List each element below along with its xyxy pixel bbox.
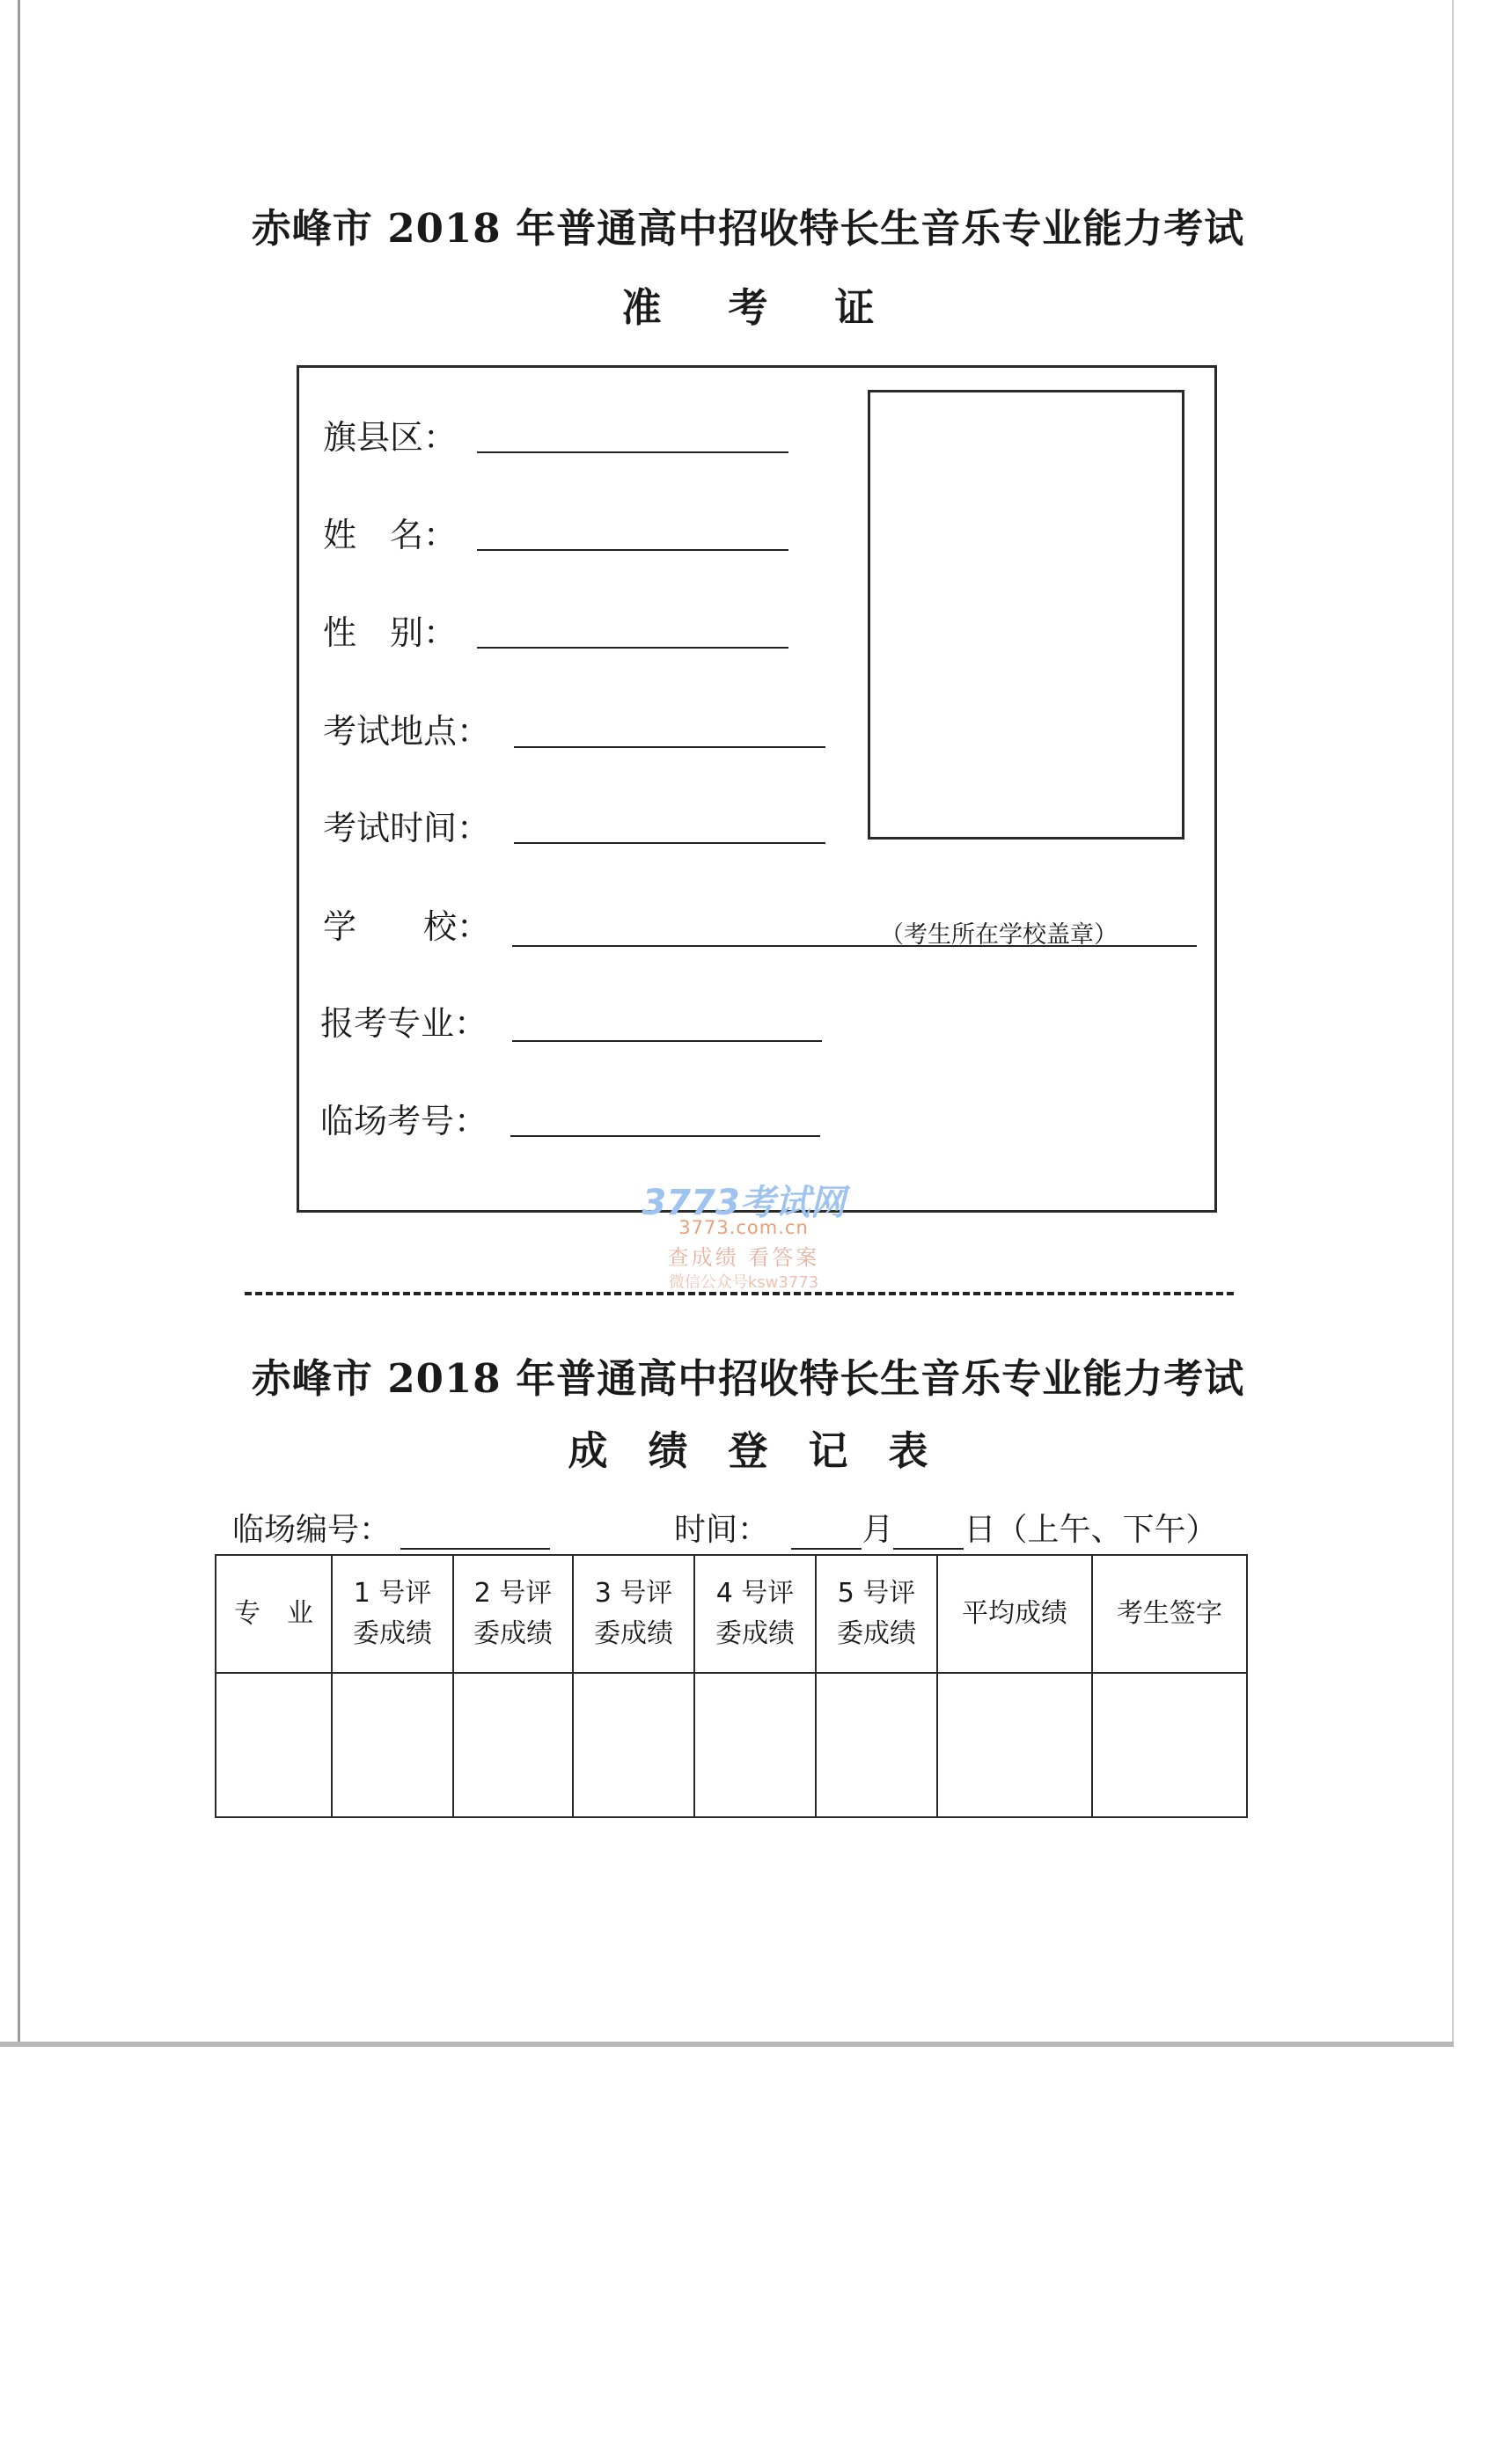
register-title: 赤峰市 2018 年普通高中招收特长生音乐专业能力考试 <box>251 1355 1245 1402</box>
time-row <box>674 1505 1218 1550</box>
school-label: 学 校： <box>323 907 491 946</box>
month-field[interactable] <box>791 1520 862 1550</box>
gender-label: 性 别： <box>323 613 458 652</box>
county-label: 旗县区： <box>323 418 458 457</box>
photo-box <box>868 390 1184 840</box>
time-label: 时间： <box>674 1512 770 1548</box>
column-judge-1: 1 号评 委成绩 <box>332 1555 453 1673</box>
scan-bottom-edge <box>0 2042 1454 2047</box>
column-judge-3: 3 号评 委成绩 <box>573 1555 694 1673</box>
watermark-domain: 3773.com.cn <box>678 1217 809 1238</box>
watermark-slogan: 查成绩 看答案 <box>667 1245 820 1270</box>
cell-judge-3[interactable] <box>573 1673 694 1817</box>
register-subtitle: 成绩登记表 <box>568 1427 969 1474</box>
watermark-logo: 3773考试网 <box>642 1183 846 1223</box>
ticket-subtitle: 准考证 <box>621 284 942 331</box>
cell-judge-2[interactable] <box>453 1673 573 1817</box>
name-field[interactable] <box>477 549 788 551</box>
cell-major[interactable] <box>216 1673 332 1817</box>
ticket-title: 赤峰市 2018 年普通高中招收特长生音乐专业能力考试 <box>251 205 1245 252</box>
cell-judge-5[interactable] <box>816 1673 937 1817</box>
name-label: 姓 名： <box>323 516 458 554</box>
cut-line <box>245 1292 1234 1295</box>
cell-judge-4[interactable] <box>694 1673 816 1817</box>
major-label: 报考专业： <box>320 1004 488 1043</box>
column-major: 专 业 <box>216 1555 332 1673</box>
field-number-field[interactable] <box>400 1520 550 1550</box>
exam-location-label: 考试地点： <box>323 712 491 751</box>
column-judge-2: 2 号评 委成绩 <box>453 1555 573 1673</box>
exam-time-label: 考试时间： <box>323 809 491 847</box>
column-judge-5: 5 号评 委成绩 <box>816 1555 937 1673</box>
exam-time-field[interactable] <box>514 842 825 844</box>
day-label: 日（上午、下午） <box>964 1512 1218 1548</box>
column-signature: 考生签字 <box>1092 1555 1247 1673</box>
column-judge-4: 4 号评 委成绩 <box>694 1555 816 1673</box>
seat-number-label: 临场考号： <box>320 1102 488 1140</box>
column-average: 平均成绩 <box>937 1555 1092 1673</box>
major-field[interactable] <box>512 1040 822 1042</box>
seat-number-field[interactable] <box>510 1135 820 1137</box>
field-number-label: 临场编号： <box>232 1512 392 1548</box>
score-table-row <box>216 1673 1247 1817</box>
watermark-wechat: 微信公众号ksw3773 <box>668 1273 819 1292</box>
cell-average[interactable] <box>937 1673 1092 1817</box>
cell-judge-1[interactable] <box>332 1673 453 1817</box>
county-field[interactable] <box>477 451 788 453</box>
school-stamp-note: （考生所在学校盖章） <box>880 921 1118 949</box>
month-label: 月 <box>862 1512 894 1548</box>
exam-location-field[interactable] <box>514 746 825 748</box>
day-field[interactable] <box>893 1520 964 1550</box>
cell-signature[interactable] <box>1092 1673 1247 1817</box>
score-table-header <box>216 1555 1247 1673</box>
gender-field[interactable] <box>477 647 788 649</box>
field-number-row <box>232 1505 550 1550</box>
score-table <box>215 1554 1248 1818</box>
